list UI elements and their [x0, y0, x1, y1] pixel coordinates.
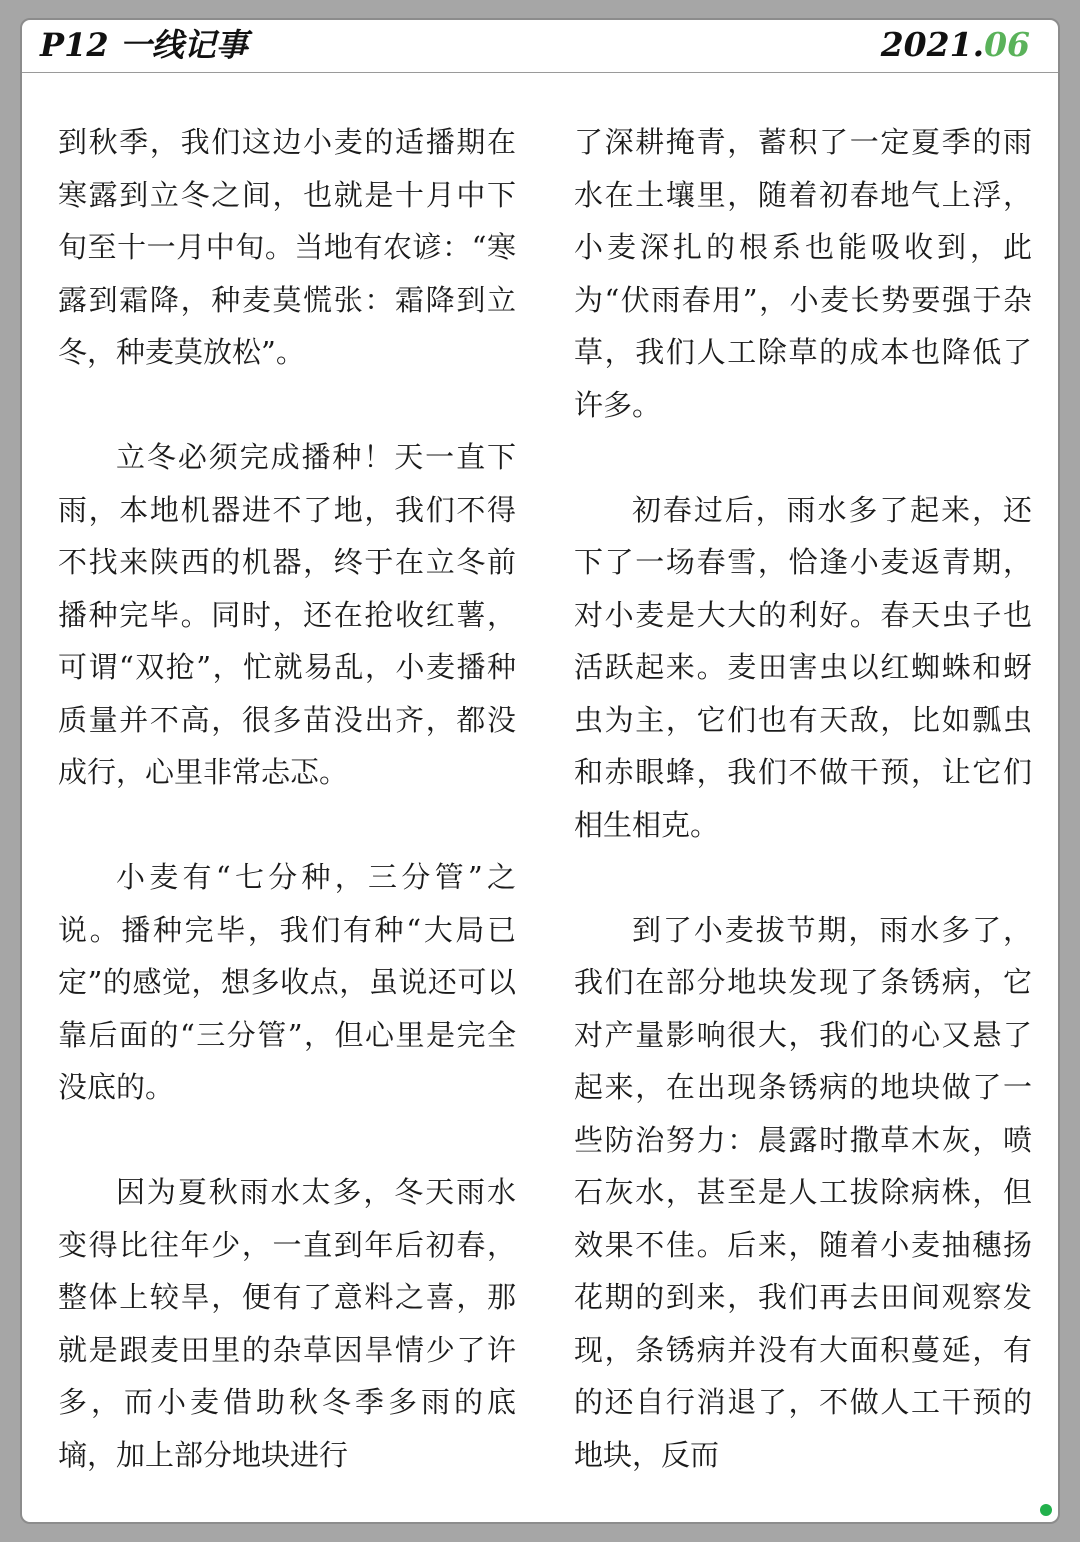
paragraph: 到了小麦拔节期，雨水多了，我们在部分地块发现了条锈病，它对产量影响很大，我们的心又悬了起来，在出现条锈病的地块做了一些防治努力：晨露时撒草木灰，喷石灰水，甚至是人工拔除病株，但效果不佳。后来，随着小麦抽穗扬花期的到来，我们再去田间观察发现，条锈病并没有大面积蔓延，有的还自行消退了，不做人工干预的地块，反而 — [574, 912, 1032, 1472]
page-header — [22, 20, 1058, 73]
issue-date — [881, 22, 1030, 68]
issue-month: 06 — [984, 25, 1030, 64]
status-dot-icon — [1040, 1504, 1052, 1516]
right-column — [574, 116, 1032, 1481]
left-column — [58, 116, 516, 1481]
paragraph: 了深耕掩青，蓄积了一定夏季的雨水在土壤里，随着初春地气上浮，小麦深扎的根系也能吸收到，此为“伏雨春用”，小麦长势要强于杂草，我们人工除草的成本也降低了许多。 — [574, 125, 1032, 422]
issue-year: 2021. — [880, 25, 985, 64]
paragraph: 立冬必须完成播种！天一直下雨，本地机器进不了地，我们不得不找来陕西的机器，终于在立冬前播种完毕。同时，还在抢收红薯，可谓“双抢”，忙就易乱，小麦播种质量并不高，很多苗没出齐，都没成行，心里非常忐忑。 — [58, 440, 516, 789]
paragraph: 小麦有“七分种，三分管”之说。播种完毕，我们有种“大局已定”的感觉，想多收点，虽说还可以靠后面的“三分管”，但心里是完全没底的。 — [58, 860, 516, 1104]
paragraph: 到秋季，我们这边小麦的适播期在寒露到立冬之间，也就是十月中下旬至十一月中旬。当地有农谚：“寒露到霜降，种麦莫慌张：霜降到立冬，种麦莫放松”。 — [58, 125, 516, 369]
article-page — [20, 18, 1060, 1524]
paragraph: 因为夏秋雨水太多，冬天雨水变得比往年少，一直到年后初春，整体上较旱，便有了意料之喜，那就是跟麦田里的杂草因旱情少了许多，而小麦借助秋冬季多雨的底墒，加上部分地块进行 — [58, 1175, 516, 1472]
paragraph: 初春过后，雨水多了起来，还下了一场春雪，恰逢小麦返青期，对小麦是大大的利好。春天虫子也活跃起来。麦田害虫以红蜘蛛和蚜虫为主，它们也有天敌，比如瓢虫和赤眼蜂，我们不做干预，让它们相生相克。 — [574, 492, 1032, 842]
section-title: P12 一线记事 — [40, 26, 248, 64]
